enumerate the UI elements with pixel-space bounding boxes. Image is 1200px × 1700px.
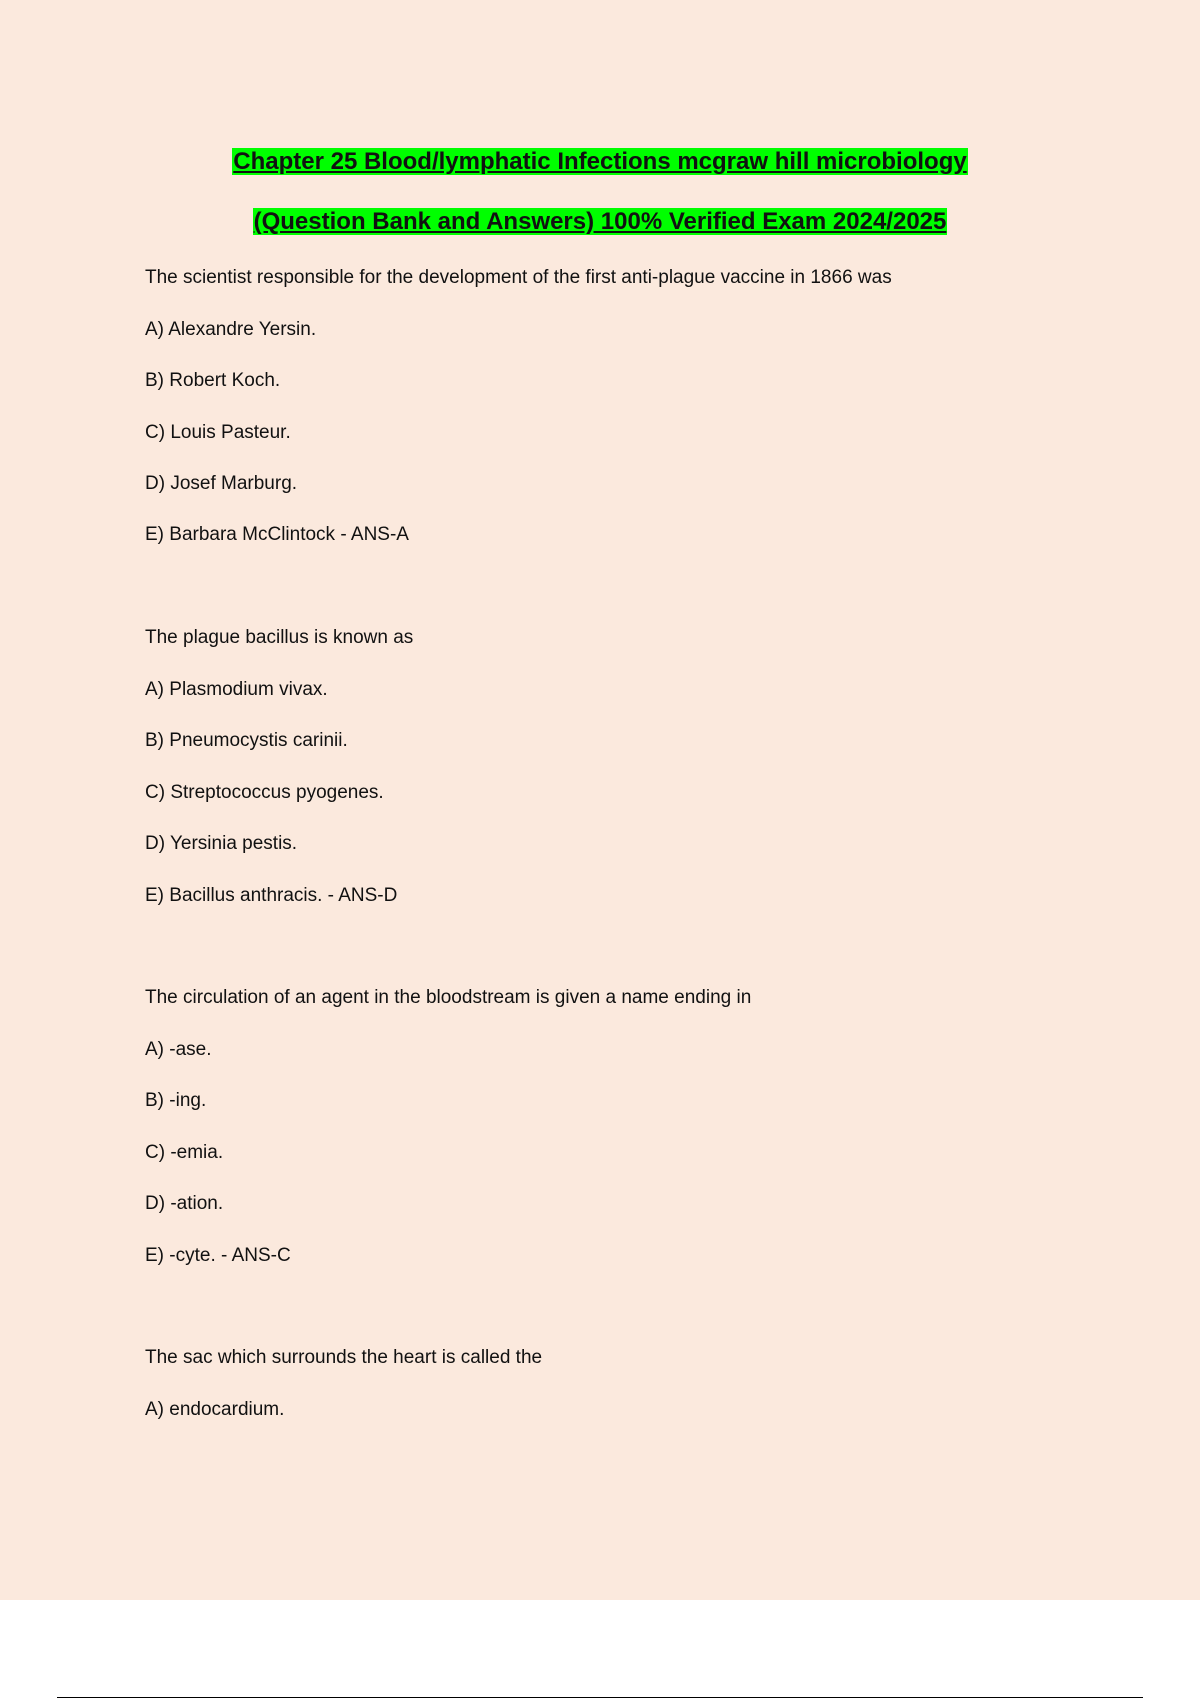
document-title-text-1: Chapter 25 Blood/lymphatic Infections mcgraw hill microbiology xyxy=(233,148,967,175)
footer-divider xyxy=(57,1697,1143,1698)
answer-option: A) endocardium. xyxy=(145,1399,285,1420)
answer-option: A) -ase. xyxy=(145,1039,212,1060)
answer-option: B) Robert Koch. xyxy=(145,370,281,391)
question-text: The sac which surrounds the heart is called the xyxy=(145,1347,543,1368)
answer-option-with-answer: E) Bacillus anthracis. - ANS-D xyxy=(145,885,398,906)
answer-option: D) -ation. xyxy=(145,1193,224,1214)
document-title-line-1 xyxy=(0,147,1200,177)
answer-option: B) -ing. xyxy=(145,1090,207,1111)
document-title-line-2 xyxy=(0,207,1200,237)
answer-option: A) Alexandre Yersin. xyxy=(145,319,317,340)
answer-option: C) Louis Pasteur. xyxy=(145,422,291,443)
answer-option-with-answer: E) -cyte. - ANS-C xyxy=(145,1245,291,1266)
question-text: The scientist responsible for the development of the first anti-plague vaccine in 1866 was xyxy=(145,267,892,288)
question-text: The plague bacillus is known as xyxy=(145,627,414,648)
document-title-text-2: (Question Bank and Answers) 100% Verified Exam 2024/2025 xyxy=(253,208,947,235)
answer-option: A) Plasmodium vivax. xyxy=(145,679,328,700)
question-text: The circulation of an agent in the bloodstream is given a name ending in xyxy=(145,987,752,1008)
answer-option: D) Josef Marburg. xyxy=(145,473,298,494)
answer-option: C) -emia. xyxy=(145,1142,224,1163)
answer-option: B) Pneumocystis carinii. xyxy=(145,730,348,751)
answer-option: D) Yersinia pestis. xyxy=(145,833,298,854)
answer-option: C) Streptococcus pyogenes. xyxy=(145,782,384,803)
answer-option-with-answer: E) Barbara McClintock - ANS-A xyxy=(145,524,409,545)
